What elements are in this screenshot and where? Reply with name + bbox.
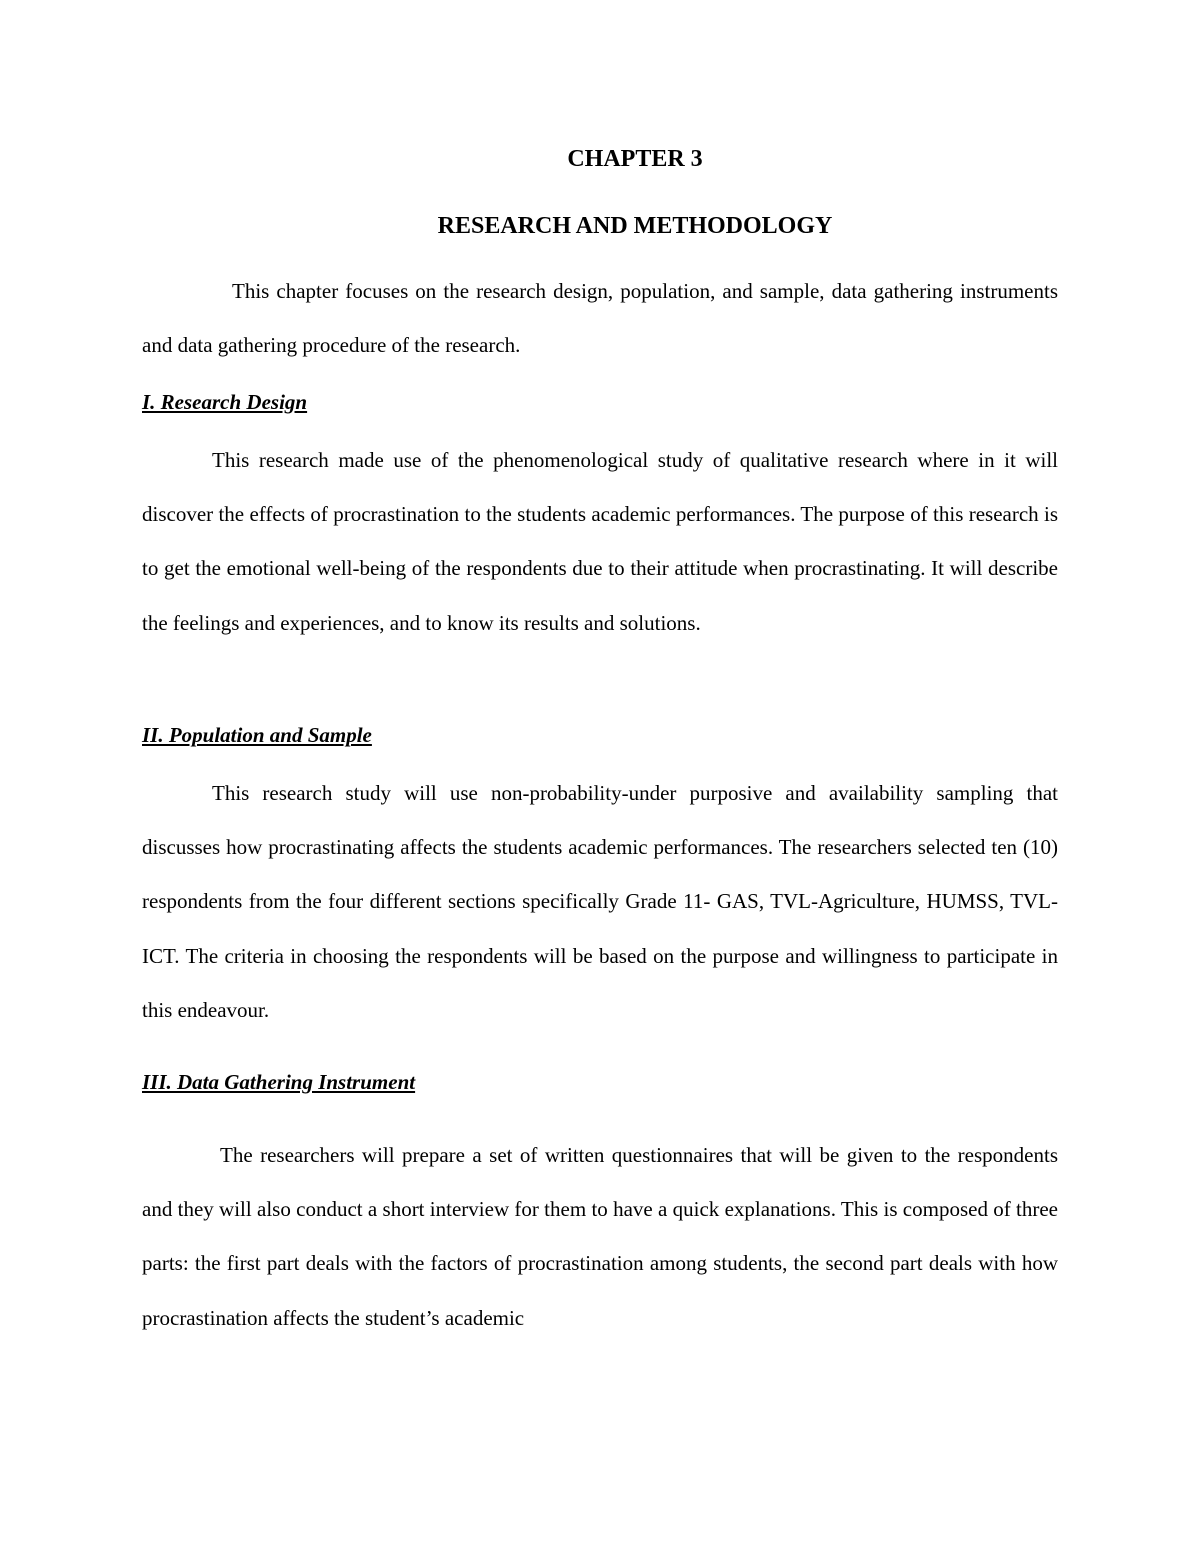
section-body-data-gathering-instrument: The researchers will prepare a set of written questionnaires that will be given to the respondents and they will also conduct a short interview for them to have a quick explanations. This is composed of three parts: the first part deals with the factors of procrastination among students, the second part deals with how procrastination affects the student’s academic bbox=[142, 1143, 1058, 1330]
section-body-population-sample: This research study will use non-probability-under purposive and availability sampling that discusses how procrastinating affects the students academic performances. The researchers selected ten (10) respondents from the four different sections specifically Grade 11- GAS, TVL-Agriculture, HUMSS, TVL-ICT. The criteria in choosing the respondents will be based on the purpose and willingness to participate in this endeavour. bbox=[142, 781, 1058, 1022]
intro-paragraph: This chapter focuses on the research design, population, and sample, data gathering instruments and data gathering procedure of the research. bbox=[142, 279, 1058, 358]
section-heading-population-sample: II. Population and Sample bbox=[142, 723, 372, 747]
section-heading-research-design: I. Research Design bbox=[142, 390, 308, 414]
section-heading-data-gathering-instrument: III. Data Gathering Instrument bbox=[142, 1070, 416, 1094]
section-body-research-design: This research made use of the phenomenological study of qualitative research where in it will discover the effects of procrastination to the students academic performances. The purpose of this research is to get the emotional well-being of the respondents due to their attitude when procrastinating. It will describe the feelings and experiences, and to know its results and solutions. bbox=[142, 448, 1058, 635]
chapter-title: CHAPTER 3 bbox=[567, 146, 703, 172]
main-title: RESEARCH AND METHODOLOGY bbox=[437, 213, 833, 239]
